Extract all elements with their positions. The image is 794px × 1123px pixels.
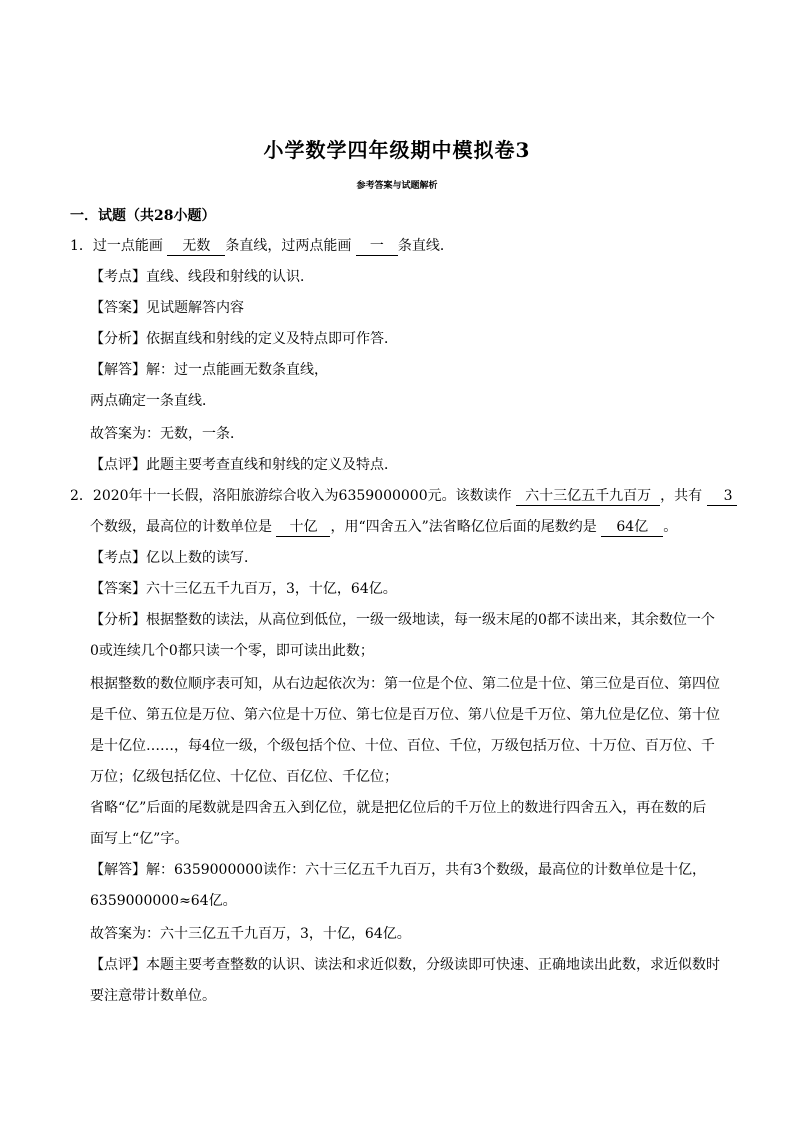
q2-fenxi-line-5: 是十亿位……，每4位一级，个级包括个位、十位、百位、千位，万级包括万位、十万位、百万位、千 (90, 738, 715, 754)
q2-daan (90, 579, 397, 599)
q2-kaodian-tag: 【考点】 (90, 550, 146, 566)
q1-daan (90, 298, 244, 318)
q2-jieda-line-3: 故答案为：六十三亿五千九百万，3，十亿，64亿。 (90, 926, 411, 942)
q1-fenxi (90, 329, 398, 349)
q2-text-2: ，共有 (660, 488, 703, 504)
q1-jieda (90, 360, 328, 380)
q2-text-1: 2020年十一长假，洛阳旅游综合收入为6359000000元。该数读作 (92, 488, 512, 504)
q1-number: 1． (70, 238, 93, 254)
q2-dianping-text-1: 本题主要考查整数的认识、读法和求近似数，分级读即可快速、正确地读出此数，求近似数时 (146, 957, 720, 973)
q2-jieda-tag: 【解答】 (90, 862, 146, 878)
q2-blank-4: 64亿 (601, 518, 663, 537)
q2-blank-2: 3 (707, 487, 737, 506)
q2-fenxi-line-2: 0或连续几个0都只读一个零，即可读出此数； (90, 643, 374, 659)
q2-fenxi-tag: 【分析】 (90, 612, 146, 628)
q1-kaodian-text: 直线、线段和射线的认识． (146, 269, 314, 285)
q2-blank-1: 六十三亿五千九百万 (516, 487, 660, 506)
q2-text-3: 个数级，最高位的计数单位是 (90, 519, 272, 535)
q1-text-2: 条直线，过两点能画 (225, 238, 352, 254)
q1-jieda-tag: 【解答】 (90, 362, 146, 378)
q1-jieda-line-3: 故答案为：无数，一条． (90, 426, 244, 442)
q1-dianping-text: 此题主要考查直线和射线的定义及特点． (146, 457, 398, 473)
q2-jieda-text-1: 解：6359000000读作：六十三亿五千九百万，共有3个数级，最高位的计数单位是十亿， (146, 862, 706, 878)
q2-fenxi-line-6: 万位；亿级包括亿位、十亿位、百亿位、千亿位； (90, 769, 398, 785)
q2-stem-line-1 (70, 486, 737, 506)
doc-title: 小学数学四年级期中模拟卷3 (263, 138, 531, 162)
q2-text-4: ，用“四舍五入”法省略亿位后面的尾数约是 (330, 519, 597, 535)
q2-dianping-line-2: 要注意带计数单位。 (90, 988, 216, 1004)
q2-stem-line-2 (90, 517, 677, 537)
q1-blank-2: 一 (356, 237, 398, 256)
q2-fenxi-line-3: 根据整数的数位顺序表可知，从右边起依次为：第一位是个位、第二位是十位、第三位是百位、第四位 (90, 676, 720, 692)
q1-stem (70, 236, 454, 256)
q2-number: 2． (70, 488, 93, 504)
q2-dianping-tag: 【点评】 (90, 957, 146, 973)
q1-fenxi-text: 依据直线和射线的定义及特点即可作答． (146, 331, 398, 347)
q1-fenxi-tag: 【分析】 (90, 331, 146, 347)
q1-jieda-line-2: 两点确定一条直线． (90, 393, 216, 409)
q1-text-1: 过一点能画 (92, 238, 163, 254)
q1-text-3: 条直线． (397, 238, 454, 254)
q2-jieda (90, 860, 706, 880)
q2-kaodian (90, 548, 258, 568)
q1-daan-text: 见试题解答内容 (146, 300, 244, 316)
q2-daan-text: 六十三亿五千九百万，3，十亿，64亿。 (146, 581, 397, 597)
q2-fenxi-line-4: 是千位、第五位是万位、第六位是十万位、第七位是百万位、第八位是千万位、第九位是亿位、第十位 (90, 707, 720, 723)
q2-blank-3: 十亿 (276, 518, 330, 537)
q2-dianping (90, 955, 720, 975)
q2-fenxi-line-7: 省略“亿”后面的尾数就是四舍五入到亿位，就是把亿位后的千万位上的数进行四舍五入，再在数的后 (90, 800, 707, 816)
q1-jieda-text-1: 解：过一点能画无数条直线， (146, 362, 328, 378)
q1-dianping-tag: 【点评】 (90, 457, 146, 473)
q2-daan-tag: 【答案】 (90, 581, 146, 597)
q1-daan-tag: 【答案】 (90, 300, 146, 316)
q2-fenxi-text-1: 根据整数的读法，从高位到低位，一级一级地读，每一级末尾的0都不读出来，其余数位一个 (146, 612, 715, 628)
q1-kaodian (90, 267, 314, 287)
section-heading: 一．试题（共28小题） (70, 208, 216, 224)
doc-subtitle: 参考答案与试题解析 (356, 181, 438, 191)
q1-blank-1: 无数 (167, 237, 225, 256)
q2-fenxi-line-8: 面写上“亿”字。 (90, 831, 189, 847)
q2-text-5: 。 (663, 519, 678, 535)
q1-dianping (90, 455, 398, 475)
q1-kaodian-tag: 【考点】 (90, 269, 146, 285)
q2-jieda-line-2: 6359000000≈64亿。 (90, 893, 237, 909)
q2-fenxi (90, 610, 715, 630)
q2-kaodian-text: 亿以上数的读写． (146, 550, 258, 566)
